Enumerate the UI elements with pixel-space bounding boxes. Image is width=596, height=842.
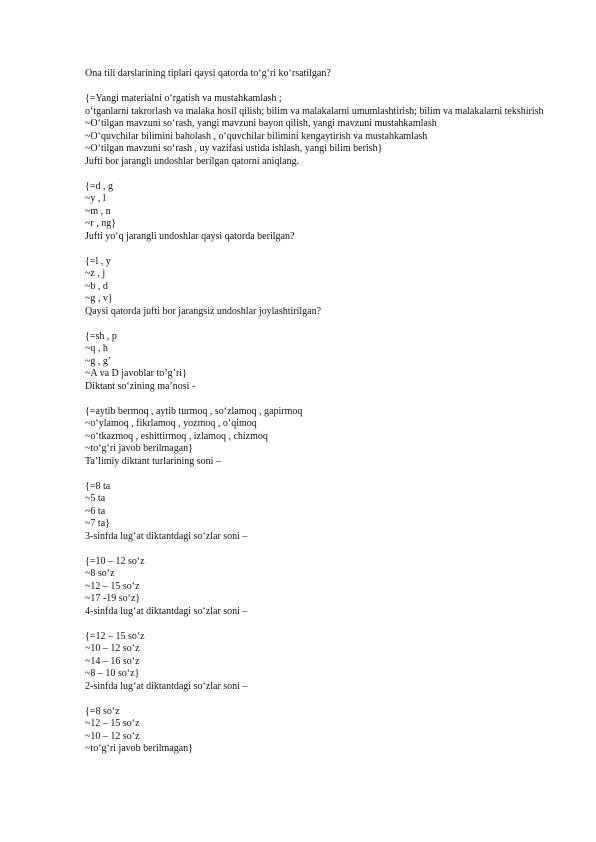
question-text: Diktant so‘zining ma’nosi -: [85, 380, 196, 392]
question-block: [85, 231, 555, 306]
answer-option: ~O‘quvchilar bilimini baholash , o‘quvchilar bilimini kengaytirish va mustahkamlash: [85, 130, 428, 142]
answer-option: ~z , j: [85, 268, 106, 279]
answer-option: ~A va D javoblar to’g’ri}: [85, 368, 187, 379]
answer-option: ~m , n: [85, 205, 111, 217]
blank-line: [85, 618, 555, 631]
answer-option: ~14 – 16 so‘z: [85, 655, 140, 667]
answer-option: ~to‘g‘ri javob berilmagan}: [85, 443, 193, 454]
answer-option: {=d , g: [85, 180, 113, 192]
answer-option: ~5 ta: [85, 493, 106, 504]
blank-line: [85, 318, 555, 331]
question-text: 3-sinfda lug‘at diktantdagi so‘zlar soni –: [85, 530, 248, 542]
question-block: [85, 531, 555, 606]
question-block: [85, 306, 555, 381]
question-text: 2-sinfda lug‘at diktantdagi so‘zlar soni –: [85, 680, 248, 692]
answer-option: {=l , y: [85, 255, 111, 267]
answer-option: ~7 ta}: [85, 518, 110, 529]
document-page: [85, 68, 555, 756]
answer-option: ~8 – 10 so‘z}: [85, 668, 140, 679]
answer-option: ~17 -19 so‘z}: [85, 593, 141, 604]
answer-option: {=8 so‘z: [85, 705, 120, 717]
answer-option: ~O‘tilgan mavzuni so‘rash, yangi mavzuni bayon qilish, yangi mavzuni mustahkamlash: [85, 118, 437, 129]
answer-option: ~12 – 15 so‘z: [85, 580, 140, 592]
question-text: Jufti bor jarangli undoshlar berilgan qatorni aniqlang.: [85, 155, 300, 167]
blank-line: [85, 393, 555, 406]
answer-option: ~y , l: [85, 193, 106, 204]
answer-option: {=12 – 15 so‘z: [85, 630, 145, 642]
question-block: [85, 381, 555, 456]
answer-option: {=8 ta: [85, 480, 111, 492]
question-block: [85, 156, 555, 231]
blank-line: [85, 543, 555, 556]
question-text: Ta’limiy diktant turlarining soni –: [85, 455, 221, 467]
answer-option: ~g , v}: [85, 293, 113, 304]
answer-option: ~to‘g‘ri javob berilmagan}: [85, 743, 193, 754]
answer-option: ~10 – 12 so‘z: [85, 730, 140, 742]
question-text: 4-sinfda lug‘at diktantdagi so‘zlar soni –: [85, 605, 248, 617]
answer-option: ~q , h: [85, 343, 108, 354]
question-block: [85, 606, 555, 681]
question-block: [85, 681, 555, 756]
answer-option: ~r , ng}: [85, 218, 117, 229]
answer-option: {=sh , p: [85, 330, 117, 342]
answer-option: ~b , d: [85, 280, 108, 292]
answer-option: ~O‘tilgan mavzuni so‘rash , uy vazifasi ustida ishlash, yangi bilim berish}: [85, 143, 383, 154]
answer-option: ~6 ta: [85, 505, 106, 517]
question-text: Jufti yo‘q jarangli undoshlar qaysi qatorda berilgan?: [85, 230, 295, 242]
answer-option: {=aytib bermoq , aytib turmoq , so‘zlamoq , gapirmoq: [85, 405, 303, 417]
answer-option: ~8 so‘z: [85, 568, 115, 579]
answer-option: ~g , g’: [85, 355, 112, 367]
answer-option: ~12 – 15 so‘z: [85, 718, 140, 729]
question-block: [85, 68, 555, 156]
question-text: Qaysi qatorda jufti bor jarangsiz undoshlar joylashtirilgan?: [85, 305, 322, 317]
question-block: [85, 456, 555, 531]
blank-line: [85, 468, 555, 481]
blank-line: [85, 693, 555, 706]
answer-option: {=Yangi materialni o‘rgatish va mustahkamlash ;: [85, 93, 282, 104]
blank-line: [85, 81, 555, 94]
question-text: Ona tili darslarining tiplari qaysi qatorda to‘g‘ri ko‘rsatilgan?: [85, 68, 331, 79]
answer-option: ~o‘tkazmoq , eshittirmoq , izlamoq , chizmoq: [85, 430, 268, 442]
answer-option: ~10 – 12 so‘z: [85, 643, 140, 654]
answer-option: o‘tganlarni takrorlash va malaka hosil qilish; bilim va malakalarni umumlashtirish; bilim va malakalarni tekshirish: [85, 105, 544, 117]
blank-line: [85, 243, 555, 256]
blank-line: [85, 168, 555, 181]
answer-option: ~o‘ylamoq , fikrlamoq , yozmoq , o‘qimoq: [85, 418, 257, 429]
answer-option: {=10 – 12 so‘z: [85, 555, 145, 567]
